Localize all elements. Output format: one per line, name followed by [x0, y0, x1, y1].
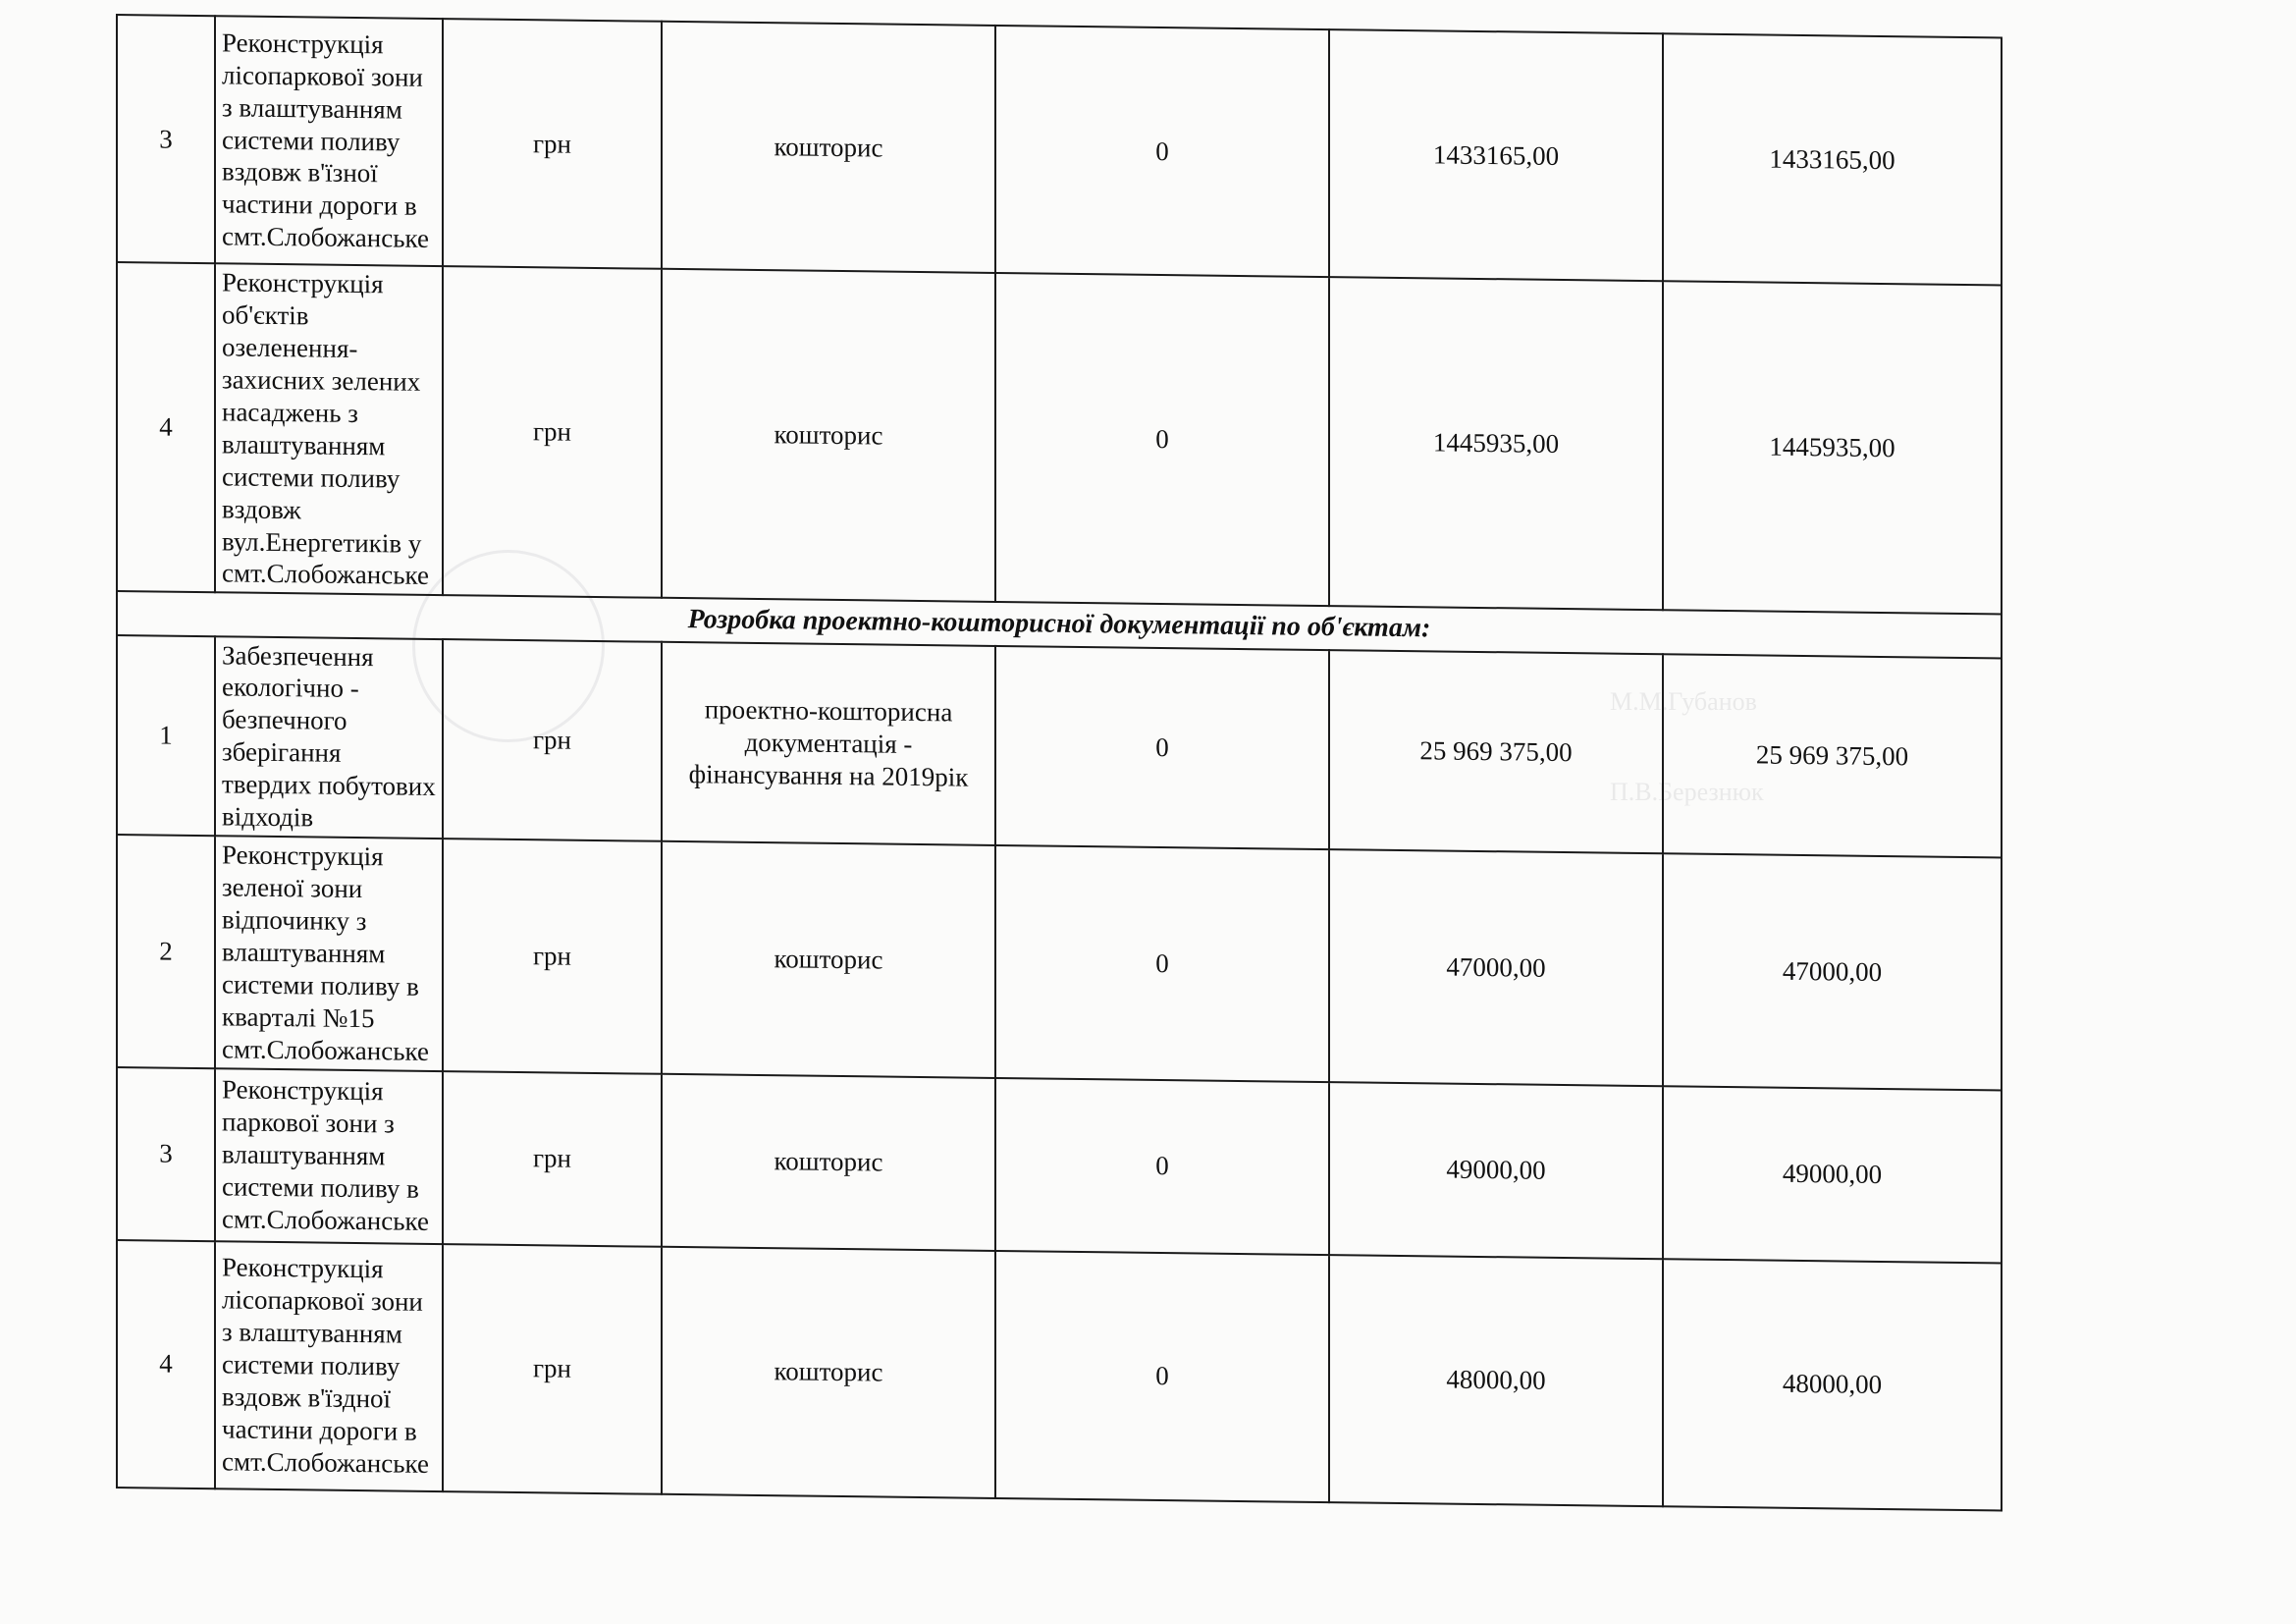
value-plan: 49000,00 — [1329, 1082, 1663, 1259]
unit: грн — [443, 1244, 662, 1494]
show-through-name-1: М.М.Губанов — [1610, 687, 1757, 716]
source: кошторис — [662, 269, 995, 603]
value-total: 1445935,00 — [1663, 281, 2002, 615]
value-total: 47000,00 — [1663, 853, 2002, 1090]
budget-table-sheet — [116, 14, 2001, 1480]
table-row — [117, 835, 2002, 1090]
row-number: 1 — [117, 635, 215, 837]
value-plan: 47000,00 — [1329, 849, 1663, 1086]
row-number: 3 — [117, 1067, 215, 1241]
value-plan: 48000,00 — [1329, 1255, 1663, 1506]
value-base: 0 — [995, 1078, 1329, 1255]
value-base: 0 — [995, 1251, 1329, 1502]
value-total: 49000,00 — [1663, 1086, 2002, 1263]
source: кошторис — [662, 1074, 995, 1251]
show-through-name-2: П.В.Березнюк — [1610, 778, 1764, 806]
row-number: 4 — [117, 262, 215, 593]
unit: грн — [443, 639, 662, 841]
unit: грн — [443, 266, 662, 598]
object-name: Реконструкція зеленої зони відпочинку з влаштуванням системи поливу в кварталі №15 смт.Слобожанське — [215, 836, 443, 1070]
table-row — [117, 635, 2002, 858]
value-total: 1433165,00 — [1663, 33, 2002, 285]
value-base: 0 — [995, 26, 1329, 277]
table-row — [117, 1067, 2002, 1263]
value-base: 0 — [995, 845, 1329, 1082]
value-plan: 1433165,00 — [1329, 29, 1663, 281]
budget-table — [116, 14, 2002, 1511]
object-name: Реконструкція паркової зони з влаштуванням системи поливу в смт.Слобожанське — [215, 1068, 443, 1244]
section-title: Розробка проектно-кошторисної документації по об'єктам: — [117, 591, 2002, 658]
object-name: Забезпечення екологічно - безпечного зберігання твердих побутових відходів — [215, 636, 443, 839]
unit: грн — [443, 839, 662, 1073]
value-plan: 25 969 375,00 — [1329, 650, 1663, 854]
value-base: 0 — [995, 273, 1329, 607]
source: кошторис — [662, 1247, 995, 1498]
value-total: 25 969 375,00 — [1663, 654, 2002, 858]
row-number: 3 — [117, 15, 215, 263]
unit: грн — [443, 19, 662, 269]
unit: грн — [443, 1071, 662, 1247]
value-plan: 1445935,00 — [1329, 277, 1663, 611]
row-number: 4 — [117, 1240, 215, 1489]
table-row — [117, 15, 2002, 285]
source: кошторис — [662, 22, 995, 273]
row-number: 2 — [117, 835, 215, 1068]
object-name: Реконструкція лісопаркової зони з влаштуванням системи поливу вздовж в'їзної частини дороги в смт.Слобожанське — [215, 16, 443, 266]
source: проектно-кошторисна документація - фінансування на 2019рік — [662, 641, 995, 845]
object-name: Реконструкція об'єктів озеленення- захисних зелених насаджень з влаштуванням системи поливу вздовж вул.Енергетиків у смт.Слобожанське — [215, 263, 443, 595]
source: кошторис — [662, 841, 995, 1078]
table-row — [117, 1240, 2002, 1510]
value-total: 48000,00 — [1663, 1259, 2002, 1510]
table-row — [117, 262, 2002, 615]
value-base: 0 — [995, 645, 1329, 849]
object-name: Реконструкція лісопаркової зони з влаштуванням системи поливу вздовж в'їздної частини дороги в смт.Слобожанське — [215, 1241, 443, 1491]
